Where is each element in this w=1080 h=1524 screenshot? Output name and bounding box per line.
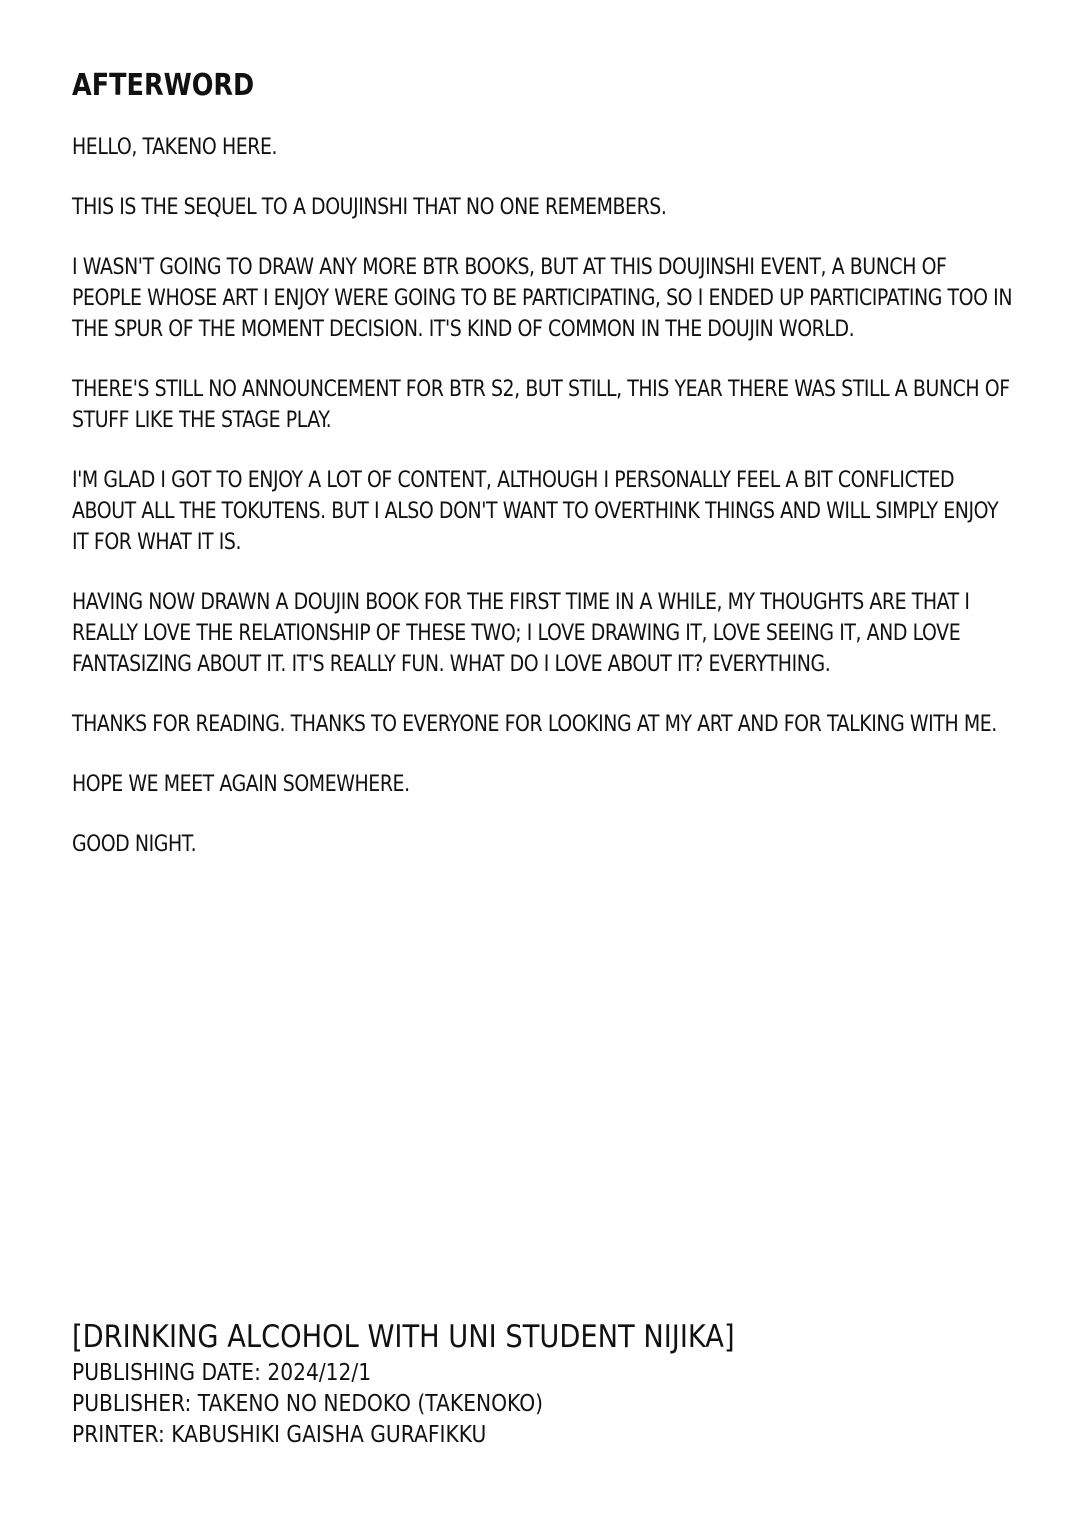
- afterword-paragraph: HAVING NOW DRAWN A DOUJIN BOOK FOR THE FIRST TIME IN A WHILE, MY THOUGHTS ARE THAT I REALLY LOVE THE RELATIONSHIP OF THESE TWO; I LOVE DRAWING IT, LOVE SEEING IT, AND LOVE FANTASIZING ABOUT IT. IT'S REALLY FUN. WHAT DO I LOVE ABOUT IT? EVERYTHING.: [72, 590, 970, 677]
- afterword-paragraph: HELLO, TAKENO HERE.: [72, 135, 278, 160]
- colophon: [72, 1316, 972, 1451]
- afterword-paragraph: I'M GLAD I GOT TO ENJOY A LOT OF CONTENT, ALTHOUGH I PERSONALLY FEEL A BIT CONFLICTED ABOUT ALL THE TOKUTENS. BUT I ALSO DON'T WANT TO OVERTHINK THINGS AND WILL SIMPLY ENJOY IT FOR WHAT IT IS.: [72, 468, 999, 555]
- publisher: PUBLISHER: TAKENO NO NEDOKO (TAKENOKO): [72, 1391, 544, 1417]
- afterword-paragraph: THERE'S STILL NO ANNOUNCEMENT FOR BTR S2, BUT STILL, THIS YEAR THERE WAS STILL A BUNCH OF STUFF LIKE THE STAGE PLAY.: [72, 377, 1010, 433]
- afterword-section: [72, 66, 1017, 889]
- afterword-paragraph: HOPE WE MEET AGAIN SOMEWHERE.: [72, 772, 410, 797]
- publishing-date: PUBLISHING DATE: 2024/12/1: [72, 1360, 372, 1386]
- afterword-paragraph: THIS IS THE SEQUEL TO A DOUJINSHI THAT NO ONE REMEMBERS.: [72, 195, 667, 220]
- printer: PRINTER: KABUSHIKI GAISHA GURAFIKKU: [72, 1422, 487, 1448]
- book-title: [DRINKING ALCOHOL WITH UNI STUDENT NIJIKA]: [72, 1319, 735, 1355]
- afterword-title: AFTERWORD: [72, 68, 255, 103]
- afterword-paragraph: THANKS FOR READING. THANKS TO EVERYONE FOR LOOKING AT MY ART AND FOR TALKING WITH ME.: [72, 712, 997, 737]
- afterword-paragraph: I WASN'T GOING TO DRAW ANY MORE BTR BOOKS, BUT AT THIS DOUJINSHI EVENT, A BUNCH OF PEOPLE WHOSE ART I ENJOY WERE GOING TO BE PARTICIPATING, SO I ENDED UP PARTICIPATING TOO IN THE SPUR OF THE MOMENT DECISION. IT'S KIND OF COMMON IN THE DOUJIN WORLD.: [72, 255, 1013, 342]
- afterword-paragraph: GOOD NIGHT.: [72, 832, 197, 857]
